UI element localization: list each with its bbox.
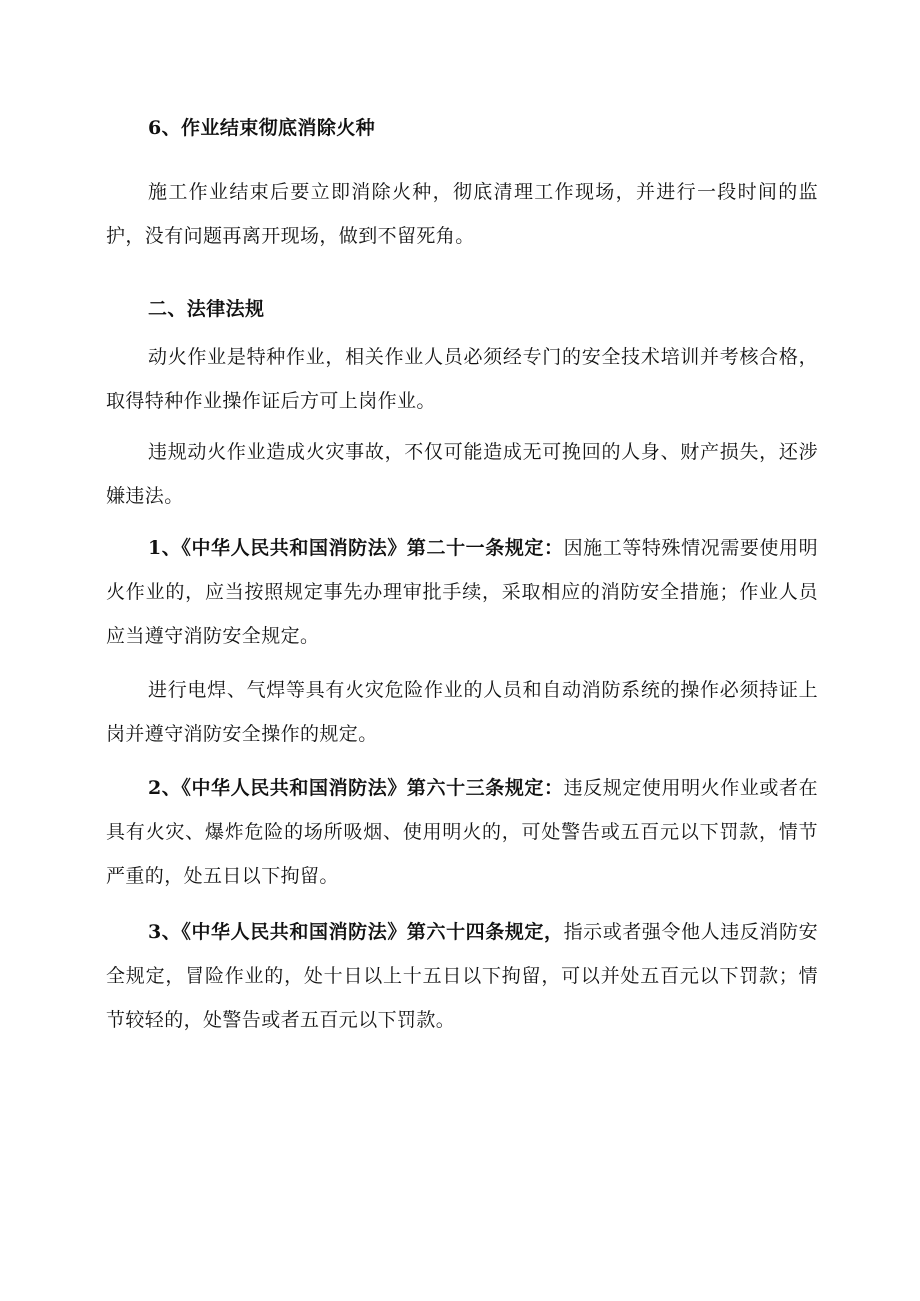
law-article-21-lead: 1、《中华人民共和国消防法》第二十一条规定： — [148, 537, 564, 559]
law-article-63-lead: 2、《中华人民共和国消防法》第六十三条规定： — [148, 777, 564, 799]
paragraph-law-article-63 — [106, 766, 818, 898]
paragraph-welding-certificate: 进行电焊、气焊等具有火灾危险作业的人员和自动消防系统的操作必须持证上岗并遵守消防安全操作的规定。 — [106, 679, 818, 745]
law-article-64-text: 指示或者强令他人违反消防安全规定，冒险作业的，处十日以上十五日以下拘留，可以并处五百元以下罚款；情节较轻的，处警告或者五百元以下罚款。 — [106, 921, 818, 1031]
law-article-64-lead: 3、《中华人民共和国消防法》第六十四条规定， — [148, 921, 564, 943]
paragraph-law-article-21 — [106, 526, 818, 658]
section-heading-laws: 二、法律法规 — [148, 298, 265, 320]
law-article-21-text: 因施工等特殊情况需要使用明火作业的，应当按照规定事先办理审批手续，采取相应的消防安全措施；作业人员应当遵守消防安全规定。 — [106, 537, 818, 647]
section-heading-6: 6、作业结束彻底消除火种 — [148, 117, 376, 139]
paragraph-violation: 违规动火作业造成火灾事故，不仅可能造成无可挽回的人身、财产损失，还涉嫌违法。 — [106, 441, 818, 507]
law-article-63-text: 违反规定使用明火作业或者在具有火灾、爆炸危险的场所吸烟、使用明火的，可处警告或五百元以下罚款，情节严重的，处五日以下拘留。 — [106, 777, 818, 887]
paragraph-extinguish-fire: 施工作业结束后要立即消除火种，彻底清理工作现场，并进行一段时间的监护，没有问题再离开现场，做到不留死角。 — [106, 181, 818, 247]
paragraph-special-operation: 动火作业是特种作业，相关作业人员必须经专门的安全技术培训并考核合格，取得特种作业操作证后方可上岗作业。 — [106, 346, 818, 412]
paragraph-law-article-64 — [106, 910, 818, 1042]
